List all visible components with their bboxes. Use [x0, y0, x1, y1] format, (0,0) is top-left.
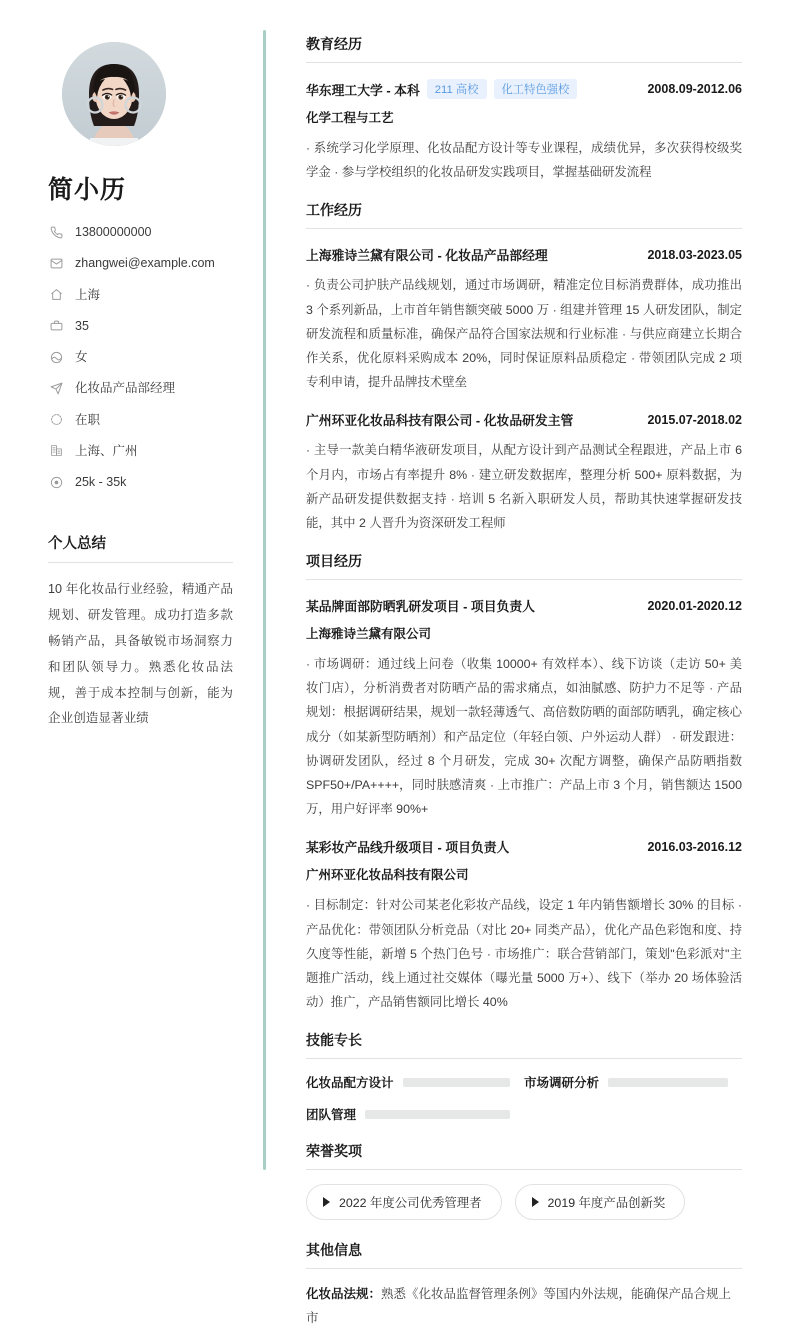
- education-entry: [306, 79, 742, 184]
- work-detail: · 主导一款美白精华液研发项目，从配方设计到产品测试全程跟进，产品上市 6 个月内，市场占有率提升 8% · 建立研发数据库，整理分析 500+ 原料数据，为新产品研发提供数据支持 · 培训 5 名新入职研发人员，帮助其快速掌握研发技能，其中 2 人晋升为资深研发工程师: [306, 443, 742, 530]
- other-value: 熟悉《化妆品监督管理条例》等国内外法规，能确保产品合规上市: [306, 1287, 732, 1326]
- education-entry-left: [306, 79, 577, 99]
- contact-phone-value: 13800000000: [75, 225, 152, 239]
- award-label: 2019 年度产品创新奖: [547, 1196, 666, 1211]
- projects-section: [306, 551, 742, 1014]
- awards-section: [306, 1141, 742, 1220]
- triangle-right-icon: [323, 1197, 330, 1207]
- contact-city: [48, 443, 236, 459]
- awards-title: 荣誉奖项: [306, 1141, 742, 1170]
- skills-section: [306, 1030, 742, 1123]
- skill-name: 化妆品配方设计: [306, 1076, 394, 1091]
- contact-position: [48, 380, 236, 396]
- refresh-icon: [48, 413, 65, 426]
- project-detail: · 市场调研：通过线上问卷（收集 10000+ 有效样本）、线下访谈（走访 50+ 美妆门店），分析消费者对防晒产品的需求痛点，如油腻感、防护力不足等 · 产品规划：根据调研结果，规划一款轻薄透气、高倍数防晒的面部防晒乳，确定核心成分（如某新型防晒剂）和产品定位（年轻白领、户外运动人群） · 研发跟进：协调研发团队，经过 8 个月研发，完成 30+ 次配方调整，确保产品防晒指数 SPF50+/PA++++，同时肤感清爽 · 上市推广：产品上市 3 个月，销售额达 1500 万，用户好评率 90%+: [306, 657, 742, 817]
- education-entry-head: [306, 79, 742, 99]
- contact-age: [48, 318, 236, 334]
- contact-position-value: 化妆品产品部经理: [75, 381, 176, 396]
- other-section: [306, 1240, 742, 1331]
- paper-plane-icon: [48, 382, 65, 395]
- contact-salary-value: 25k - 35k: [75, 475, 127, 489]
- work-title: 工作经历: [306, 200, 742, 229]
- skills-title: 技能专长: [306, 1030, 742, 1059]
- work-entry: [306, 245, 742, 394]
- other-title: 其他信息: [306, 1240, 742, 1269]
- building-icon: [48, 444, 65, 457]
- contact-gender-value: 女: [75, 350, 88, 364]
- skill-progress-track: [608, 1078, 728, 1087]
- envelope-icon: [48, 257, 65, 270]
- contact-email: [48, 255, 236, 271]
- work-entry-head: [306, 245, 742, 264]
- contact-status-value: 在职: [75, 412, 101, 427]
- main-content: [264, 0, 794, 1326]
- triangle-right-icon: [532, 1197, 539, 1207]
- project-entry: [306, 596, 742, 821]
- award-item[interactable]: [515, 1184, 686, 1220]
- awards-list: [306, 1184, 742, 1220]
- coin-icon: [48, 476, 65, 489]
- contact-phone: [48, 224, 236, 240]
- award-label: 2022 年度公司优秀管理者: [339, 1196, 482, 1211]
- skill-progress-track: [403, 1078, 510, 1087]
- skill-item: [306, 1105, 524, 1123]
- contact-email-value: zhangwei@example.com: [75, 256, 215, 271]
- contact-gender: [48, 349, 236, 365]
- projects-title: 项目经历: [306, 551, 742, 580]
- contact-list: [48, 224, 236, 490]
- education-section: [306, 34, 742, 184]
- briefcase-icon: [48, 319, 65, 332]
- summary-section: [48, 532, 236, 732]
- summary-title: 个人总结: [48, 532, 233, 563]
- project-detail: · 目标制定：针对公司某老化彩妆产品线，设定 1 年内销售额增长 30% 的目标 · 产品优化：带领团队分析竞品（对比 20+ 同类产品），优化产品色彩饱和度、持久度等性能，新增 5 个热门色号 · 市场推广：联合营销部门，策划"色彩派对"主题推广活动，线上通过社交媒体（曝光量 5000 万+）、线下（举办 20 场体验活动）推广，产品销售额同比增长 40%: [306, 898, 742, 1010]
- work-position: 上海雅诗兰黛有限公司 - 化妆品产品部经理: [306, 248, 548, 264]
- education-major: 化学工程与工艺: [306, 111, 394, 125]
- work-entry-head: [306, 410, 742, 429]
- work-entry: [306, 410, 742, 535]
- skill-name: 团队管理: [306, 1108, 357, 1123]
- work-date: 2015.07-2018.02: [647, 412, 742, 427]
- sidebar: [0, 0, 264, 1170]
- other-label: 化妆品法规：: [306, 1287, 382, 1302]
- education-school: 华东理工大学 - 本科: [306, 82, 420, 98]
- skill-item: [524, 1073, 742, 1091]
- project-entry-head: [306, 837, 742, 856]
- contact-salary: [48, 474, 236, 490]
- contact-location-value: 上海: [75, 287, 101, 302]
- portrait-photo-icon: [62, 42, 166, 146]
- contact-age-value: 35: [75, 318, 89, 333]
- award-item[interactable]: [306, 1184, 502, 1220]
- skill-item: [306, 1073, 524, 1091]
- work-section: [306, 200, 742, 535]
- education-tag: 211 高校: [427, 79, 487, 99]
- contact-location: [48, 287, 236, 303]
- skills-grid: [306, 1073, 742, 1123]
- phone-icon: [48, 226, 65, 239]
- summary-text: 10 年化妆品行业经验，精通产品规划、研发管理。成功打造多款畅销产品，具备敏锐市场洞察力和团队领导力。熟悉化妆品法规，善于成本控制与创新，能为企业创造显著业绩: [48, 582, 233, 726]
- work-position: 广州环亚化妆品科技有限公司 - 化妆品研发主管: [306, 413, 574, 429]
- contact-city-value: 上海、广州: [75, 443, 138, 458]
- project-entry: [306, 837, 742, 1014]
- page-title: 简小历: [48, 176, 127, 204]
- project-name: 某品牌面部防晒乳研发项目 - 项目负责人: [306, 599, 535, 615]
- project-date: 2020.01-2020.12: [647, 598, 742, 613]
- skill-progress-track: [365, 1110, 510, 1119]
- work-detail: · 负责公司护肤产品线规划，通过市场调研，精准定位目标消费群体，成功推出 3 个系列新品，上市首年销售额突破 5000 万 · 组建并管理 15 人研发团队，制定研发流程和质量标准，确保产品符合国家法规和行业标准 · 与供应商建立长期合作关系，优化原料采购成本 20%，同时保证原料品质稳定 · 带领团队完成 2 项专利申请，提升品牌技术壁垒: [306, 278, 742, 390]
- education-title: 教育经历: [306, 34, 742, 63]
- project-date: 2016.03-2016.12: [647, 839, 742, 854]
- education-detail: · 系统学习化学原理、化妆品配方设计等专业课程，成绩优异，多次获得校级奖学金 · 参与学校组织的化妆品研发实践项目，掌握基础研发流程: [306, 141, 742, 180]
- project-name: 某彩妆产品线升级项目 - 项目负责人: [306, 840, 510, 856]
- project-entry-head: [306, 596, 742, 615]
- project-company: 广州环亚化妆品科技有限公司: [306, 868, 469, 883]
- home-icon: [48, 288, 65, 301]
- avatar: [62, 42, 166, 146]
- other-line: [306, 1283, 742, 1331]
- skill-name: 市场调研分析: [524, 1076, 600, 1091]
- vertical-divider: [263, 30, 266, 1170]
- project-company: 上海雅诗兰黛有限公司: [306, 627, 432, 642]
- work-date: 2018.03-2023.05: [647, 247, 742, 262]
- education-date: 2008.09-2012.06: [647, 82, 742, 96]
- gender-icon: [48, 351, 65, 364]
- education-tag: 化工特色强校: [494, 79, 578, 99]
- contact-status: [48, 412, 236, 428]
